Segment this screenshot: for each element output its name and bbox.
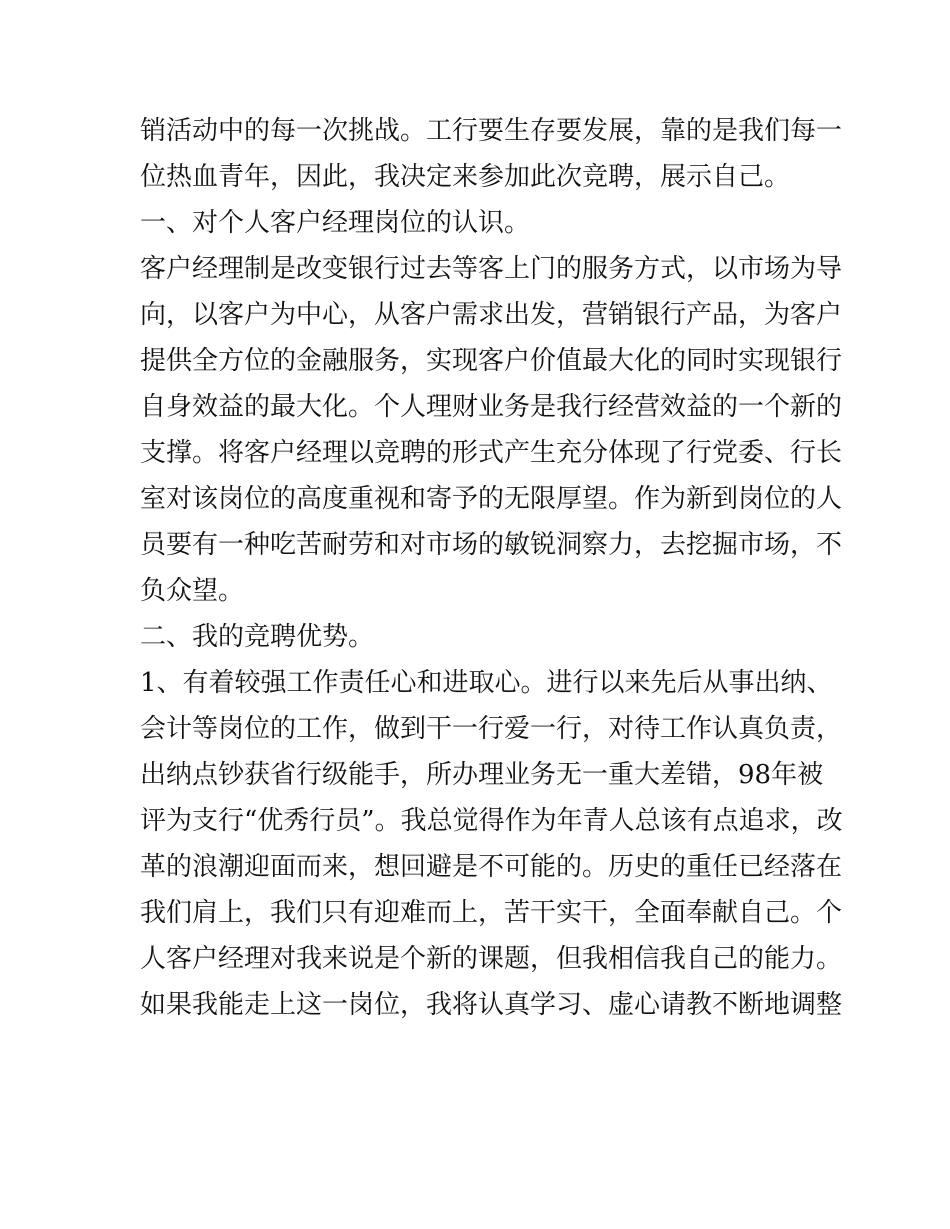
text-line: 我们肩上，我们只有迎难而上，苦干实干，全面奉献自己。个 — [140, 898, 843, 928]
text-line: 革的浪潮迎面而来，想回避是不可能的。历史的重任已经落在 — [140, 852, 843, 882]
text-line: 会计等岗位的工作，做到干一行爱一行，对待工作认真负责， — [140, 714, 843, 744]
section-heading: 一、对个人客户经理岗位的认识。 — [140, 208, 531, 238]
text-line: 室对该岗位的高度重视和寄予的无限厚望。作为新到岗位的人 — [140, 484, 843, 514]
document-body — [140, 108, 843, 1028]
text-line: 自身效益的最大化。个人理财业务是我行经营效益的一个新的 — [140, 392, 843, 422]
text-line: 客户经理制是改变银行过去等客上门的服务方式，以市场为导 — [140, 254, 843, 284]
text-line: 1、有着较强工作责任心和进取心。进行以来先后从事出纳、 — [140, 668, 833, 698]
text-line: 负众望。 — [140, 576, 245, 606]
section-heading: 二、我的竞聘优势。 — [140, 622, 375, 652]
text-line: 员要有一种吃苦耐劳和对市场的敏锐洞察力，去挖掘市场，不 — [140, 530, 843, 560]
text-line: 出纳点钞获省行级能手，所办理业务无一重大差错，98年被 — [140, 760, 824, 790]
text-line: 向，以客户为中心，从客户需求出发，营销银行产品，为客户 — [140, 300, 843, 330]
text-line: 评为支行“优秀行员”。我总觉得作为年青人总该有点追求，改 — [140, 806, 843, 836]
text-line: 提供全方位的金融服务，实现客户价值最大化的同时实现银行 — [140, 346, 843, 376]
text-line: 位热血青年，因此，我决定来参加此次竞聘，展示自己。 — [140, 162, 791, 192]
text-line: 支撑。将客户经理以竞聘的形式产生充分体现了行党委、行长 — [140, 438, 843, 468]
text-line: 如果我能走上这一岗位，我将认真学习、虚心请教不断地调整 — [140, 990, 843, 1020]
text-line: 人客户经理对我来说是个新的课题，但我相信我自己的能力。 — [140, 944, 843, 974]
text-line: 销活动中的每一次挑战。工行要生存要发展，靠的是我们每一 — [140, 116, 843, 146]
